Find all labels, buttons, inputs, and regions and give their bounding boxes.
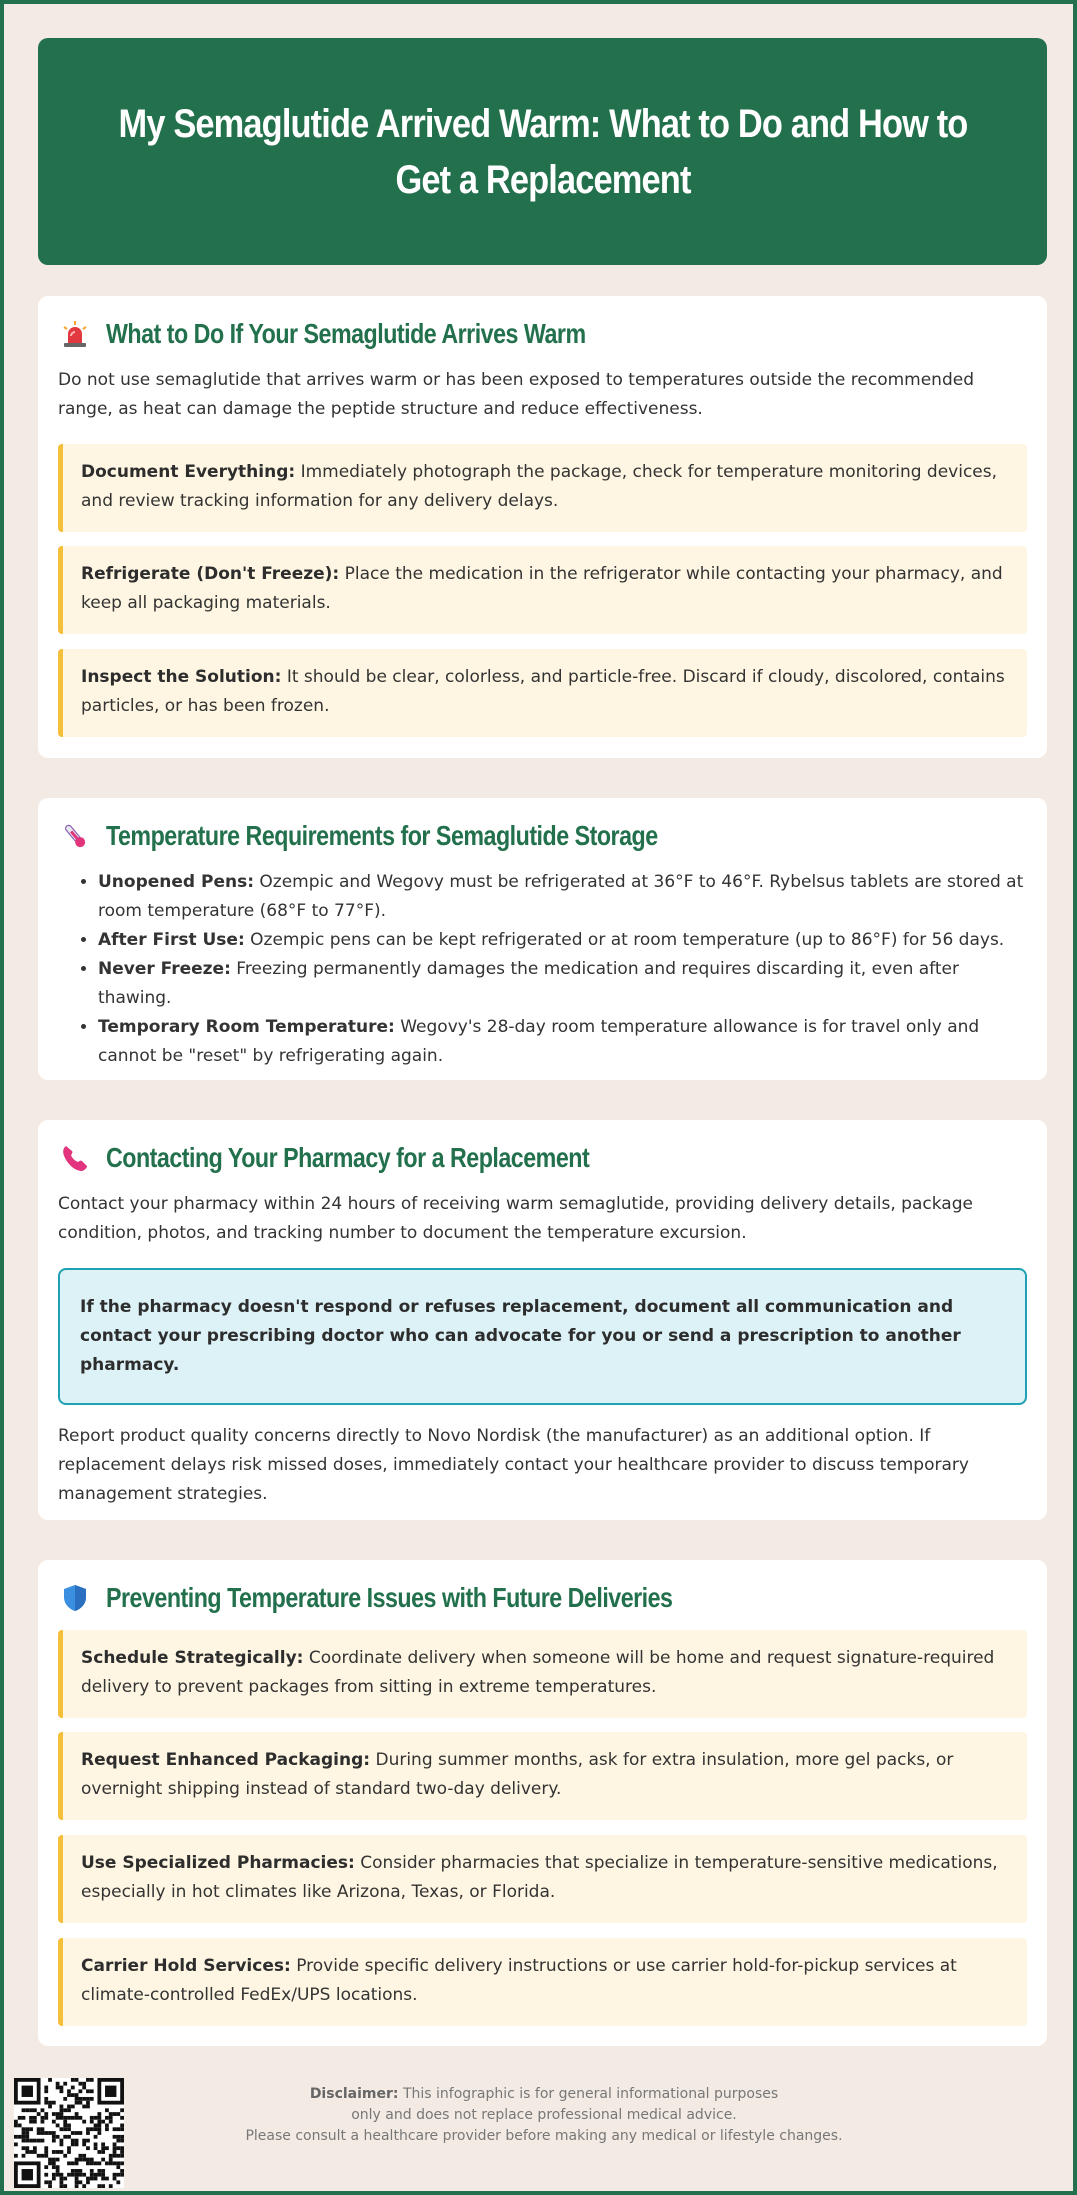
tip-text: Provide specific delivery instructions or use carrier hold-for-pickup services at climate-controlled FedEx/UPS locations. bbox=[81, 1956, 957, 2005]
list-item bbox=[98, 1013, 1027, 1071]
item-text: Ozempic and Wegovy must be refrigerated at 36°F to 46°F. Rybelsus tablets are stored at room temperature (68°F to 77°F). bbox=[98, 872, 1024, 921]
section-outro: Report product quality concerns directly to Novo Nordisk (the manufacturer) as an additional option. If replacement delays risk missed doses, immediately contact your healthcare provider to discuss temporary management strategies. bbox=[58, 1426, 969, 1504]
qr-code-icon[interactable] bbox=[14, 2078, 124, 2188]
tip-label: Refrigerate (Don't Freeze): bbox=[81, 564, 340, 584]
section-header bbox=[58, 1581, 1027, 1615]
tip-text: Coordinate delivery when someone will be home and request signature-required delivery to prevent packages from sitting in extreme temperatures. bbox=[81, 1648, 995, 1697]
tip-text: Place the medication in the refrigerator while contacting your pharmacy, and keep all packaging materials. bbox=[81, 564, 1003, 613]
callout-text: If the pharmacy doesn't respond or refuses replacement, document all communication and contact your prescribing doctor who can advocate for you or send a prescription to another pharmacy. bbox=[80, 1297, 961, 1375]
section-intro: Do not use semaglutide that arrives warm or has been exposed to temperatures outside the recommended range, as heat can damage the peptide structure and reduce effectiveness. bbox=[58, 370, 974, 419]
section-prevent bbox=[38, 1560, 1047, 2046]
siren-icon bbox=[58, 317, 92, 351]
disclaimer-line-1: This infographic is for general informational purposes bbox=[398, 2086, 779, 2102]
tip-label: Inspect the Solution: bbox=[81, 667, 282, 687]
title-banner bbox=[38, 38, 1047, 265]
tip-packaging bbox=[58, 1732, 1027, 1820]
disclaimer-label: Disclaimer: bbox=[309, 2086, 399, 2102]
tip-label: Use Specialized Pharmacies: bbox=[81, 1853, 355, 1873]
disclaimer-line-2: only and does not replace professional medical advice. bbox=[351, 2107, 737, 2123]
tip-text: Consider pharmacies that specialize in temperature-sensitive medications, especially in hot climates like Arizona, Texas, or Florida. bbox=[81, 1853, 998, 1902]
item-text: Wegovy's 28-day room temperature allowance is for travel only and cannot be "reset" by refrigerating again. bbox=[98, 1017, 980, 1066]
section-heading: Contacting Your Pharmacy for a Replacement bbox=[106, 1142, 590, 1173]
thermometer-icon bbox=[58, 819, 92, 853]
item-label: Temporary Room Temperature: bbox=[98, 1017, 395, 1037]
tip-specialized-pharmacies bbox=[58, 1835, 1027, 1923]
tip-carrier-hold bbox=[58, 1938, 1027, 2026]
tip-label: Schedule Strategically: bbox=[81, 1648, 304, 1668]
section-warm bbox=[38, 296, 1047, 758]
telephone-icon bbox=[58, 1141, 92, 1175]
item-label: Unopened Pens: bbox=[98, 872, 255, 892]
section-heading: Preventing Temperature Issues with Future Deliveries bbox=[106, 1582, 673, 1613]
tip-text: Immediately photograph the package, check for temperature monitoring devices, and review tracking information for any delivery delays. bbox=[81, 462, 998, 511]
list-item bbox=[98, 955, 1027, 1013]
section-heading: Temperature Requirements for Semaglutide Storage bbox=[106, 820, 658, 851]
tip-text: It should be clear, colorless, and particle-free. Discard if cloudy, discolored, contains particles, or has been frozen. bbox=[81, 667, 1005, 716]
disclaimer bbox=[204, 2084, 884, 2147]
item-text: Ozempic pens can be kept refrigerated or at room temperature (up to 86°F) for 56 days. bbox=[244, 930, 1005, 950]
tip-text: During summer months, ask for extra insulation, more gel packs, or overnight shipping instead of standard two-day delivery. bbox=[81, 1750, 954, 1799]
page-title-text: My Semaglutide Arrived Warm: What to Do and How to Get a Replacement bbox=[118, 101, 967, 202]
section-pharmacy bbox=[38, 1120, 1047, 1520]
section-header bbox=[58, 1141, 1027, 1175]
section-intro: Contact your pharmacy within 24 hours of receiving warm semaglutide, providing delivery details, package condition, photos, and tracking number to document the temperature excursion. bbox=[58, 1194, 973, 1243]
tip-document-everything bbox=[58, 444, 1027, 532]
disclaimer-line-3: Please consult a healthcare provider before making any medical or lifestyle changes. bbox=[245, 2128, 843, 2144]
section-temperature bbox=[38, 798, 1047, 1080]
section-header bbox=[58, 317, 1027, 351]
page-title bbox=[108, 96, 977, 208]
list-item bbox=[98, 926, 1027, 955]
temperature-list bbox=[58, 868, 1027, 1071]
section-header bbox=[58, 819, 1027, 853]
callout-box bbox=[58, 1268, 1027, 1405]
footer bbox=[4, 2074, 1077, 2194]
item-text: Freezing permanently damages the medication and requires discarding it, even after thawing. bbox=[98, 959, 959, 1008]
item-label: Never Freeze: bbox=[98, 959, 231, 979]
tip-refrigerate bbox=[58, 546, 1027, 634]
tip-inspect-solution bbox=[58, 649, 1027, 737]
list-item bbox=[98, 868, 1027, 926]
shield-icon bbox=[58, 1581, 92, 1615]
section-heading: What to Do If Your Semaglutide Arrives Warm bbox=[106, 318, 586, 349]
tip-label: Request Enhanced Packaging: bbox=[81, 1750, 371, 1770]
tip-label: Document Everything: bbox=[81, 462, 296, 482]
item-label: After First Use: bbox=[98, 930, 245, 950]
tip-schedule bbox=[58, 1630, 1027, 1718]
tip-label: Carrier Hold Services: bbox=[81, 1956, 291, 1976]
